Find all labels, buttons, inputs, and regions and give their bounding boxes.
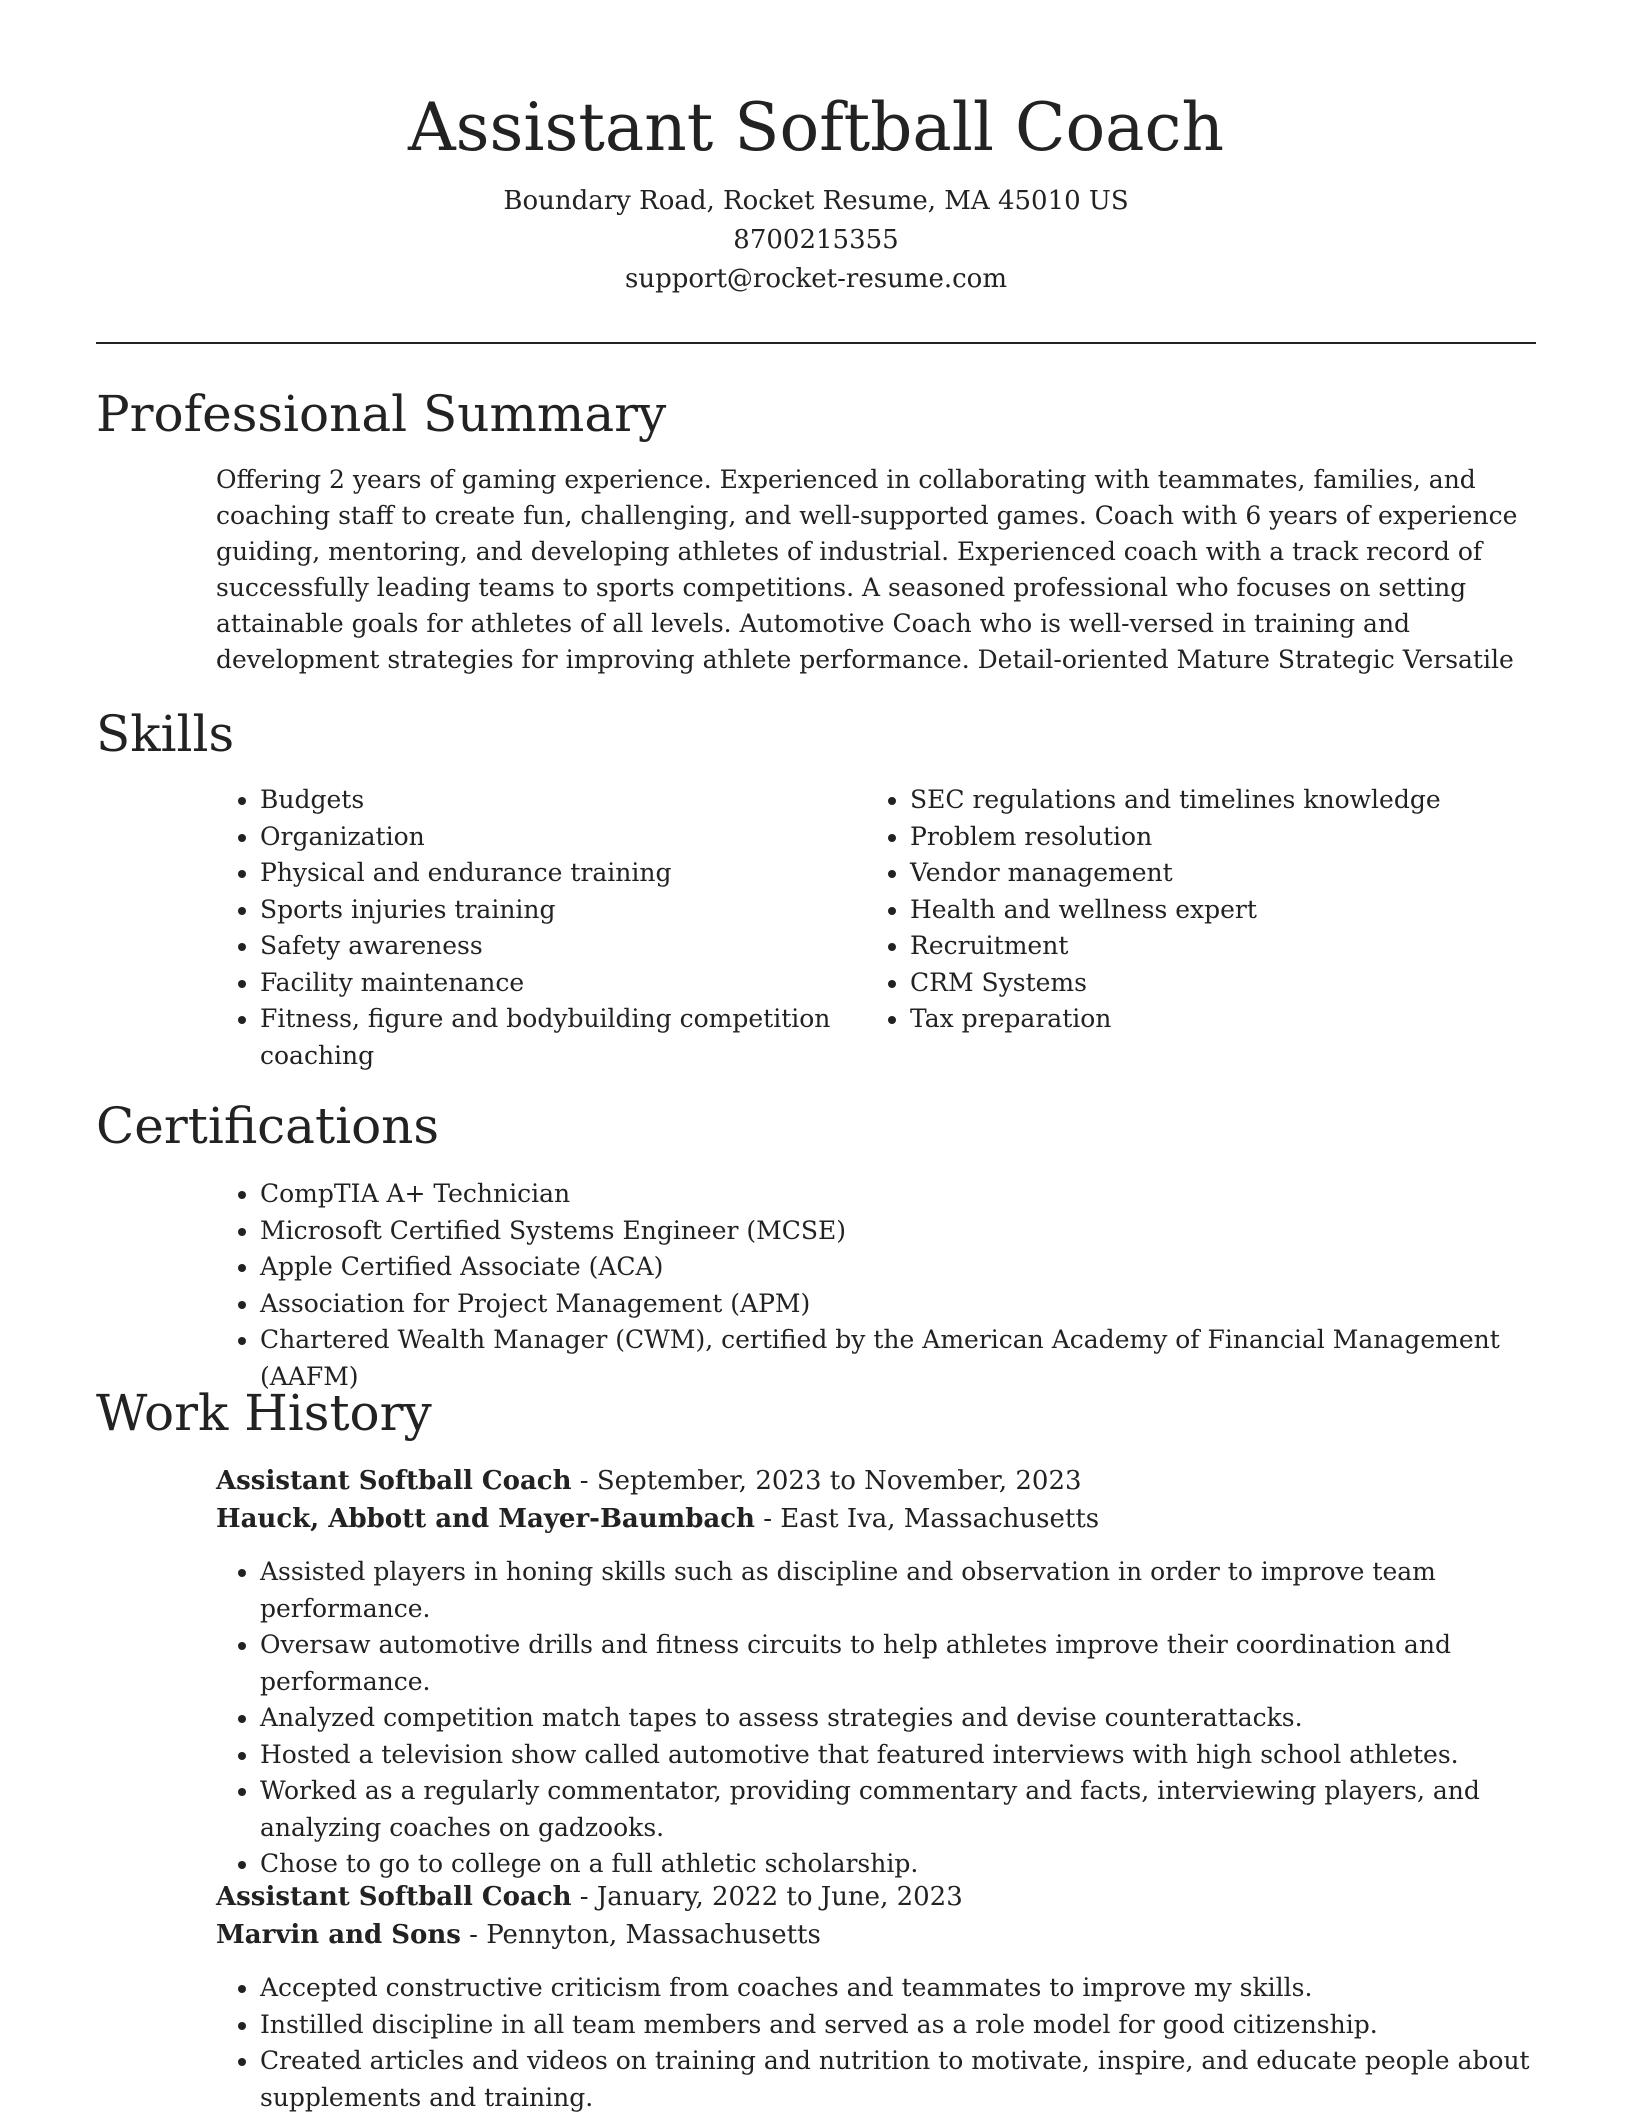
header-divider [96,342,1536,344]
contact-email: support@rocket-resume.com [624,264,1007,294]
job-entry [216,1878,1541,2116]
skill-item: • SEC regulations and timelines knowledge [910,782,1486,819]
certifications-block [216,1176,1541,1395]
skill-item: • Fitness, figure and bodybuilding competition coaching [260,1001,836,1074]
job-dates: - January, 2022 to June, 2023 [571,1882,963,1912]
job-company-line [216,1916,1541,1954]
skill-item: • Vendor management [910,855,1486,892]
contact-address: Boundary Road, Rocket Resume, MA 45010 US [503,186,1129,216]
skills-left-column [216,782,836,1074]
job-company: Hauck, Abbott and Mayer-Baumbach [216,1504,755,1534]
section-title-certifications: Certifications [96,1097,440,1155]
skill-item: • Physical and endurance training [260,855,836,892]
job-bullet: • Oversaw automotive drills and fitness circuits to help athletes improve their coordination and performance. [260,1627,1541,1700]
contact-block [0,182,1632,299]
skill-item: • Sports injuries training [260,892,836,929]
certification-item: • Association for Project Management (APM) [260,1286,1541,1323]
job-role: Assistant Softball Coach [216,1466,572,1496]
job-bullet: • Chose to go to college on a full athletic scholarship. [260,1846,1541,1883]
skill-item: • CRM Systems [910,965,1486,1002]
candidate-name: Assistant Softball Coach [407,89,1224,166]
contact-phone: 8700215355 [733,225,899,255]
job-bullets [216,1554,1541,1883]
skill-item: • Safety awareness [260,928,836,965]
job-location: - Pennyton, Massachusetts [460,1920,821,1950]
job-location: - East Iva, Massachusetts [754,1504,1100,1534]
section-title-work-history: Work History [96,1384,432,1442]
job-title-line [216,1462,1541,1500]
skill-item: • Problem resolution [910,819,1486,856]
job-title-line [216,1878,1541,1916]
job-bullet: • Hosted a television show called automotive that featured interviews with high school athletes. [260,1737,1541,1774]
skill-item: • Health and wellness expert [910,892,1486,929]
certification-item: • Microsoft Certified Systems Engineer (MCSE) [260,1213,1541,1250]
job-dates: - September, 2023 to November, 2023 [571,1466,1082,1496]
job-bullet: • Accepted constructive criticism from coaches and teammates to improve my skills. [260,1970,1541,2007]
skill-item: • Recruitment [910,928,1486,965]
skills-right-column [866,782,1486,1038]
resume-header [0,0,1632,299]
summary-text: Offering 2 years of gaming experience. Experienced in collaborating with teammates, families, and coaching staff to create fun, challenging, and well-supported games. Coach with 6 years of experience guiding, mentoring, and developing athletes of industrial. Experienced coach with a track record of successfully leading teams to sports competitions. A seasoned professional who focuses on setting attainable goals for athletes of all levels. Automotive Coach who is well-versed in training and development strategies for improving athlete performance. Detail-oriented Mature Strategic Versatile [216,465,1518,674]
job-company-line [216,1500,1541,1538]
job-entry [216,1462,1541,1883]
certifications-list [216,1176,1541,1395]
job-role: Assistant Softball Coach [216,1882,572,1912]
job-company: Marvin and Sons [216,1920,461,1950]
job-bullets [216,1970,1541,2116]
skills-left-list [216,782,836,1074]
skills-right-list [866,782,1486,1038]
job-bullet: • Analyzed competition match tapes to assess strategies and devise counterattacks. [260,1700,1541,1737]
skill-item: • Budgets [260,782,836,819]
certification-item: • Apple Certified Associate (ACA) [260,1249,1541,1286]
skill-item: • Facility maintenance [260,965,836,1002]
job-bullet: • Assisted players in honing skills such as discipline and observation in order to improve team performance. [260,1554,1541,1627]
section-title-skills: Skills [96,705,235,763]
job-bullet: • Instilled discipline in all team members and served as a role model for good citizenship. [260,2007,1541,2044]
job-bullet: • Worked as a regularly commentator, providing commentary and facts, interviewing players, and analyzing coaches on gadzooks. [260,1773,1541,1846]
section-title-summary: Professional Summary [96,385,667,443]
certification-item: • Chartered Wealth Manager (CWM), certified by the American Academy of Financial Management (AAFM) [260,1322,1541,1395]
skill-item: • Organization [260,819,836,856]
certification-item: • CompTIA A+ Technician [260,1176,1541,1213]
job-bullet: • Created articles and videos on training and nutrition to motivate, inspire, and educate people about supplements and training. [260,2043,1541,2116]
skill-item: • Tax preparation [910,1001,1486,1038]
